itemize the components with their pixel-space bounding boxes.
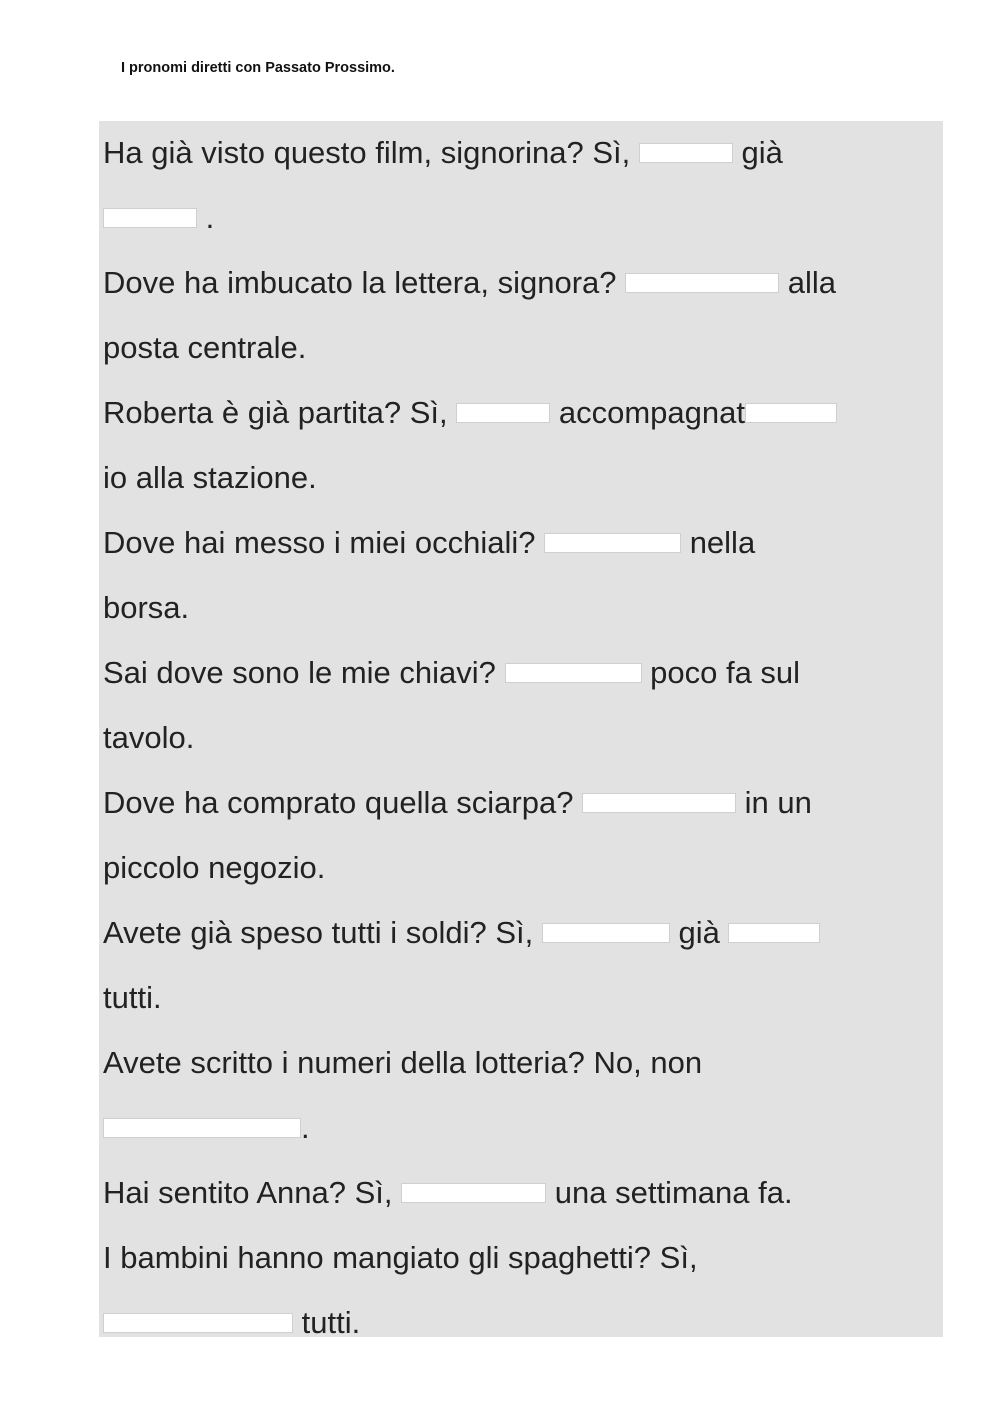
exercise-line (103, 588, 189, 628)
exercise-line (103, 913, 820, 953)
sentence-text: io alla stazione. (103, 460, 317, 495)
sentence-text: Avete già speso tutti i soldi? Sì, (103, 915, 542, 950)
answer-blank[interactable] (639, 143, 733, 163)
sentence-text: poco fa sul (641, 655, 801, 690)
sentence-text: borsa. (103, 590, 190, 625)
exercise-line (103, 1303, 360, 1337)
sentence-text: Roberta è già partita? Sì, (103, 395, 457, 430)
sentence-text: Ha già visto questo film, signorina? Sì, (103, 135, 639, 170)
answer-blank[interactable] (542, 923, 670, 943)
answer-blank[interactable] (625, 273, 779, 293)
exercise-line (103, 393, 837, 433)
sentence-text: Dove ha imbucato la lettera, signora? (103, 265, 626, 300)
answer-blank[interactable] (505, 663, 642, 683)
sentence-text: piccolo negozio. (103, 850, 326, 885)
exercise-line (103, 1108, 310, 1148)
sentence-text: tutti. (293, 1305, 361, 1337)
answer-blank[interactable] (401, 1183, 546, 1203)
answer-blank[interactable] (728, 923, 820, 943)
answer-blank[interactable] (103, 1313, 293, 1333)
sentence-text: I bambini hanno mangiato gli spaghetti? Sì, (103, 1240, 698, 1275)
exercise-line (103, 1173, 793, 1213)
sentence-text: Dove ha comprato quella sciarpa? (103, 785, 583, 820)
sentence-text: . (301, 1110, 310, 1145)
sentence-text: Avete scritto i numeri della lotteria? No, non (103, 1045, 703, 1080)
sentence-text: già (732, 135, 783, 170)
exercise-line (103, 263, 836, 303)
sentence-text: posta centrale. (103, 330, 307, 365)
sentence-text: alla (779, 265, 837, 300)
page-title: I pronomi diretti con Passato Prossimo. (121, 60, 395, 76)
answer-blank[interactable] (745, 403, 837, 423)
exercise-line (103, 718, 194, 758)
answer-blank[interactable] (103, 208, 197, 228)
exercise-line (103, 133, 783, 173)
sentence-text: Sai dove sono le mie chiavi? (103, 655, 505, 690)
exercise-line (103, 978, 162, 1018)
sentence-text: . (197, 200, 215, 235)
answer-blank[interactable] (582, 793, 736, 813)
exercise-panel (99, 121, 943, 1337)
answer-blank[interactable] (456, 403, 550, 423)
sentence-text: tutti. (103, 980, 162, 1015)
exercise-line (103, 653, 800, 693)
exercise-line (103, 458, 317, 498)
sentence-text: Hai sentito Anna? Sì, (103, 1175, 402, 1210)
sentence-text: accompagnat (550, 395, 745, 430)
exercise-line (103, 1043, 702, 1083)
exercise-line (103, 1238, 698, 1278)
exercise-line (103, 783, 812, 823)
sentence-text: tavolo. (103, 720, 195, 755)
answer-blank[interactable] (103, 1118, 301, 1138)
sentence-text: già (669, 915, 729, 950)
answer-blank[interactable] (544, 533, 681, 553)
exercise-line (103, 328, 306, 368)
exercise-line (103, 523, 755, 563)
exercise-line (103, 848, 325, 888)
sentence-text: nella (681, 525, 756, 560)
sentence-text: in un (736, 785, 812, 820)
exercise-line (103, 198, 214, 238)
sentence-text: Dove hai messo i miei occhiali? (103, 525, 545, 560)
sentence-text: una settimana fa. (546, 1175, 793, 1210)
